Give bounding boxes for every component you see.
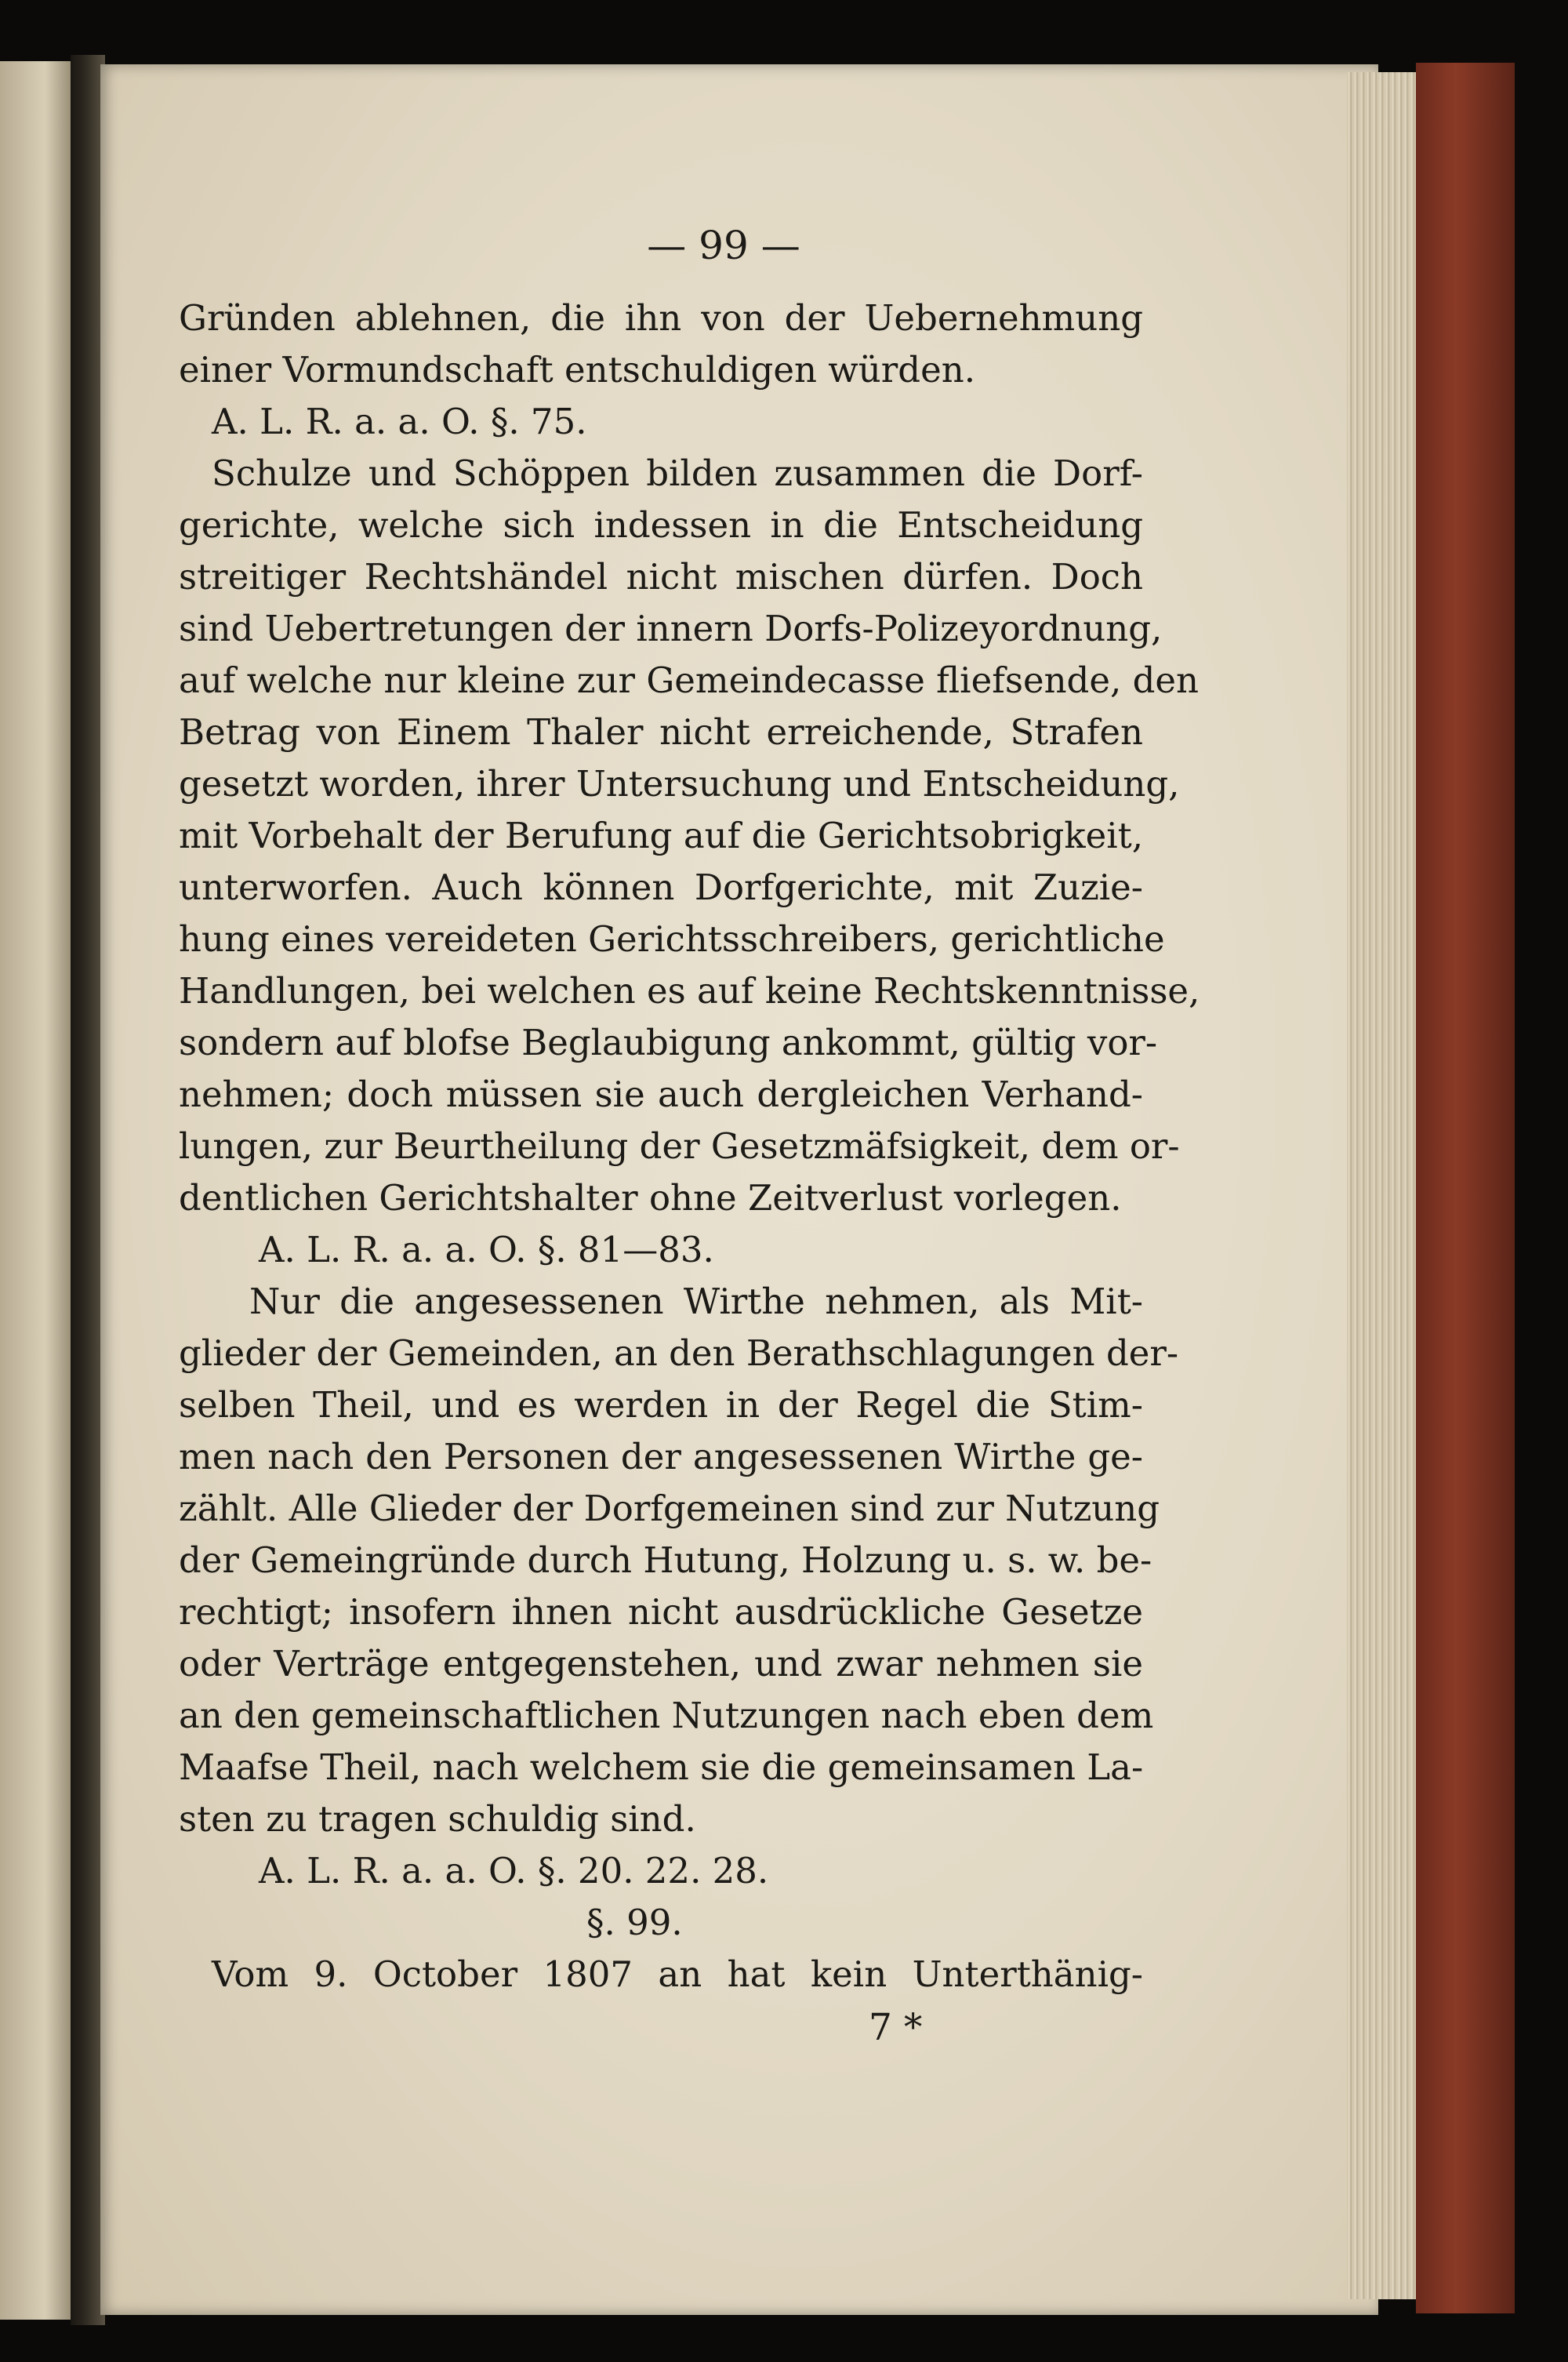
book-cover-edge [1416,63,1515,2313]
text-line: sondern auf blofse Beglaubigung ankommt, gültig vor- [179,1022,1158,1063]
text-line: sten zu tragen schuldig sind. [179,1798,696,1840]
text-line: selben Theil, und es werden in der Regel die Stim- [179,1384,1143,1426]
page-edges [1347,72,1419,2299]
citation-line: A. L. R. a. a. O. §. 75. [212,401,587,442]
text-line: Handlungen, bei welchen es auf keine Rechtskenntnisse, [179,970,1200,1012]
text-line: dentlichen Gerichtshalter ohne Zeitverlust vorlegen. [179,1177,1122,1219]
text-line: nehmen; doch müssen sie auch dergleichen Verhand- [179,1074,1143,1115]
text-line: auf welche nur kleine zur Gemeindecasse fliefsende, den [179,660,1200,701]
citation-line: A. L. R. a. a. O. §. 20. 22. 28. [259,1850,769,1891]
citation-line: A. L. R. a. a. O. §. 81—83. [259,1229,714,1270]
facing-page-edge [0,61,75,2320]
section-heading: §. 99. [586,1902,683,1943]
text-line: einer Vormundschaft entschuldigen würden. [179,349,976,391]
text-line: Vom 9. October 1807 an hat kein Unterthänig- [212,1953,1143,1995]
text-line: rechtigt; insofern ihnen nicht ausdrückliche Gesetze [179,1591,1143,1633]
text-line: mit Vorbehalt der Berufung auf die Gerichtsobrigkeit, [179,815,1143,856]
signature-mark: 7 * [869,2006,923,2049]
text-line: Nur die angesessenen Wirthe nehmen, als Mit- [249,1281,1143,1322]
text-line: sind Uebertretungen der innern Dorfs-Polizeyordnung, [179,608,1163,649]
text-line: Schulze und Schöppen bilden zusammen die Dorf- [212,452,1143,494]
text-line: oder Verträge entgegenstehen, und zwar nehmen sie [179,1643,1143,1684]
text-line: der Gemeingründe durch Hutung, Holzung u. s. w. be- [179,1539,1152,1581]
text-line: hung eines vereideten Gerichtsschreibers, gerichtliche [179,918,1165,960]
text-line: gesetzt worden, ihrer Untersuchung und Entscheidung, [179,763,1180,805]
text-line: gerichte, welche sich indessen in die Entscheidung [179,504,1143,546]
text-line: zählt. Alle Glieder der Dorfgemeinen sind zur Nutzung [179,1488,1160,1529]
text-line: streitiger Rechtshändel nicht mischen dürfen. Doch [179,556,1143,598]
page-number-header: — 99 — [647,223,800,268]
text-line: men nach den Personen der angesessenen Wirthe ge- [179,1436,1143,1477]
text-line: lungen, zur Beurtheilung der Gesetzmäfsigkeit, dem or- [179,1125,1180,1167]
text-line: Gründen ablehnen, die ihn von der Uebernehmung [179,297,1143,339]
text-line: unterworfen. Auch können Dorfgerichte, mit Zuzie- [179,867,1143,908]
text-line: an den gemeinschaftlichen Nutzungen nach eben dem [179,1695,1154,1736]
text-line: glieder der Gemeinden, an den Berathschlagungen der- [179,1332,1179,1374]
text-line: Betrag von Einem Thaler nicht erreichende, Strafen [179,711,1143,753]
text-line: Maafse Theil, nach welchem sie die gemeinsamen La- [179,1746,1144,1788]
